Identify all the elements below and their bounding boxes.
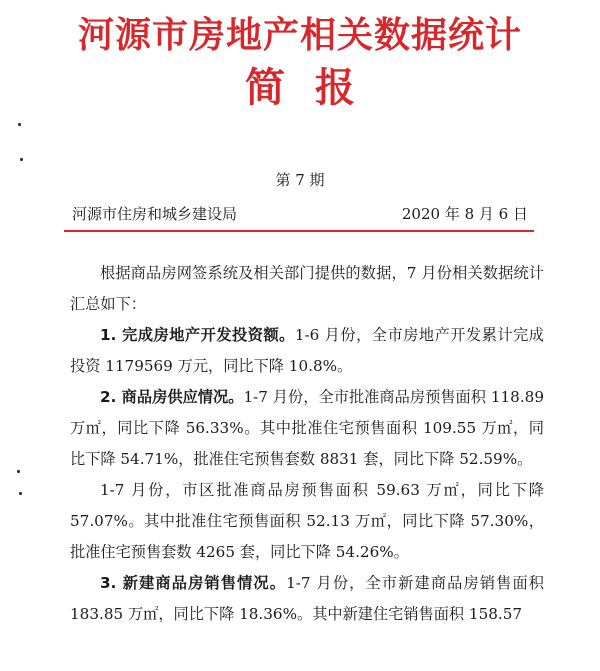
section-supply (70, 382, 544, 475)
scan-mark (17, 470, 20, 473)
scan-mark (20, 158, 23, 161)
header-rule (64, 230, 534, 232)
section-heading: 1. 完成房地产开发投资额。 (100, 326, 295, 344)
section-investment (70, 320, 544, 382)
document-subtitle: 简报 (245, 65, 385, 111)
issuing-authority: 河源市住房和城乡建设局 (72, 205, 238, 223)
section-text: 1-7 月份，全市批准商品房预售面积 118.89 万㎡，同比下降 56.33%。其中批准住宅预售面积 109.55 万㎡，同比下降 54.71%，批准住宅预售套数 8831 套，同比下降 52.59%。 (70, 388, 544, 468)
section-text: 1-6 月份，全市房地产开发累计完成投资 1179569 万元，同比下降 10.8%。 (70, 326, 544, 375)
issue-number: 第 7 期 (275, 171, 325, 189)
issue-date: 2020 年 8 月 6 日 (401, 205, 528, 223)
document-title: 河源市房地产相关数据统计 (77, 15, 522, 56)
scan-mark (19, 492, 22, 495)
intro-paragraph: 根据商品房网签系统及相关部门提供的数据，7 月份相关数据统计汇总如下： (70, 264, 544, 313)
section-text: 1-7 月份，全市新建商品房销售面积 183.85 万㎡，同比下降 18.36%。其中新建住宅销售面积 158.57 (70, 574, 544, 623)
section-sales (70, 568, 544, 630)
section-heading: 3. 新建商品房销售情况。 (100, 574, 287, 592)
document-body (70, 258, 544, 630)
scan-mark (18, 123, 21, 126)
section-heading: 2. 商品房供应情况。 (100, 388, 244, 406)
section-supply-urban: 1-7 月份，市区批准商品房预售面积 59.63 万㎡，同比下降 57.07%。其中批准住宅预售面积 52.13 万㎡，同比下降 57.30%，批准住宅预售套数 4265 套，同比下降 54.26%。 (70, 481, 544, 561)
